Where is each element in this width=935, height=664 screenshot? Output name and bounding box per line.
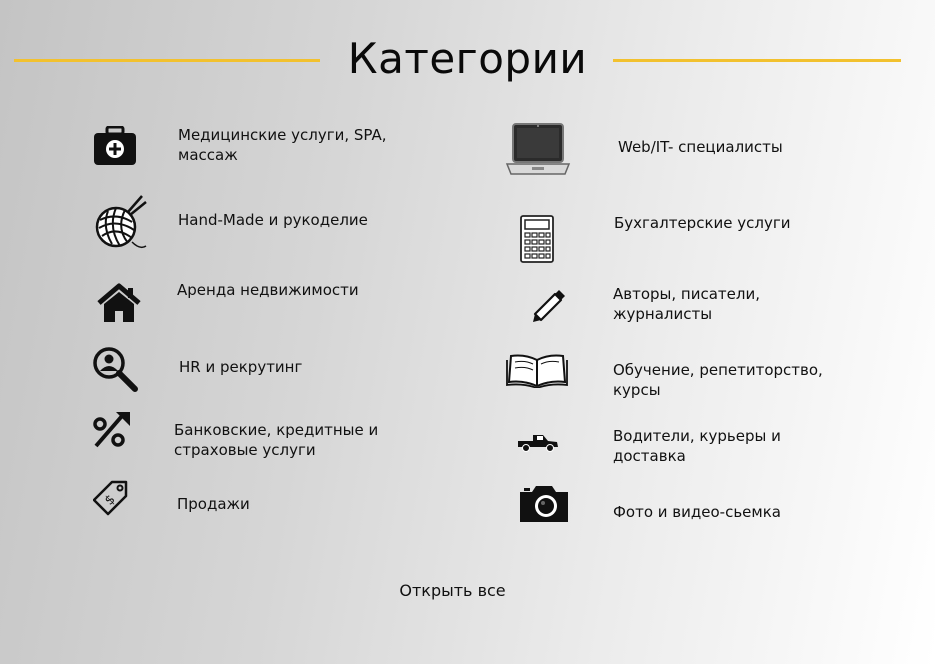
pencil-icon — [531, 288, 567, 324]
category-label-education: Обучение, репетиторство, курсы — [613, 361, 823, 399]
recruit-search-icon — [92, 346, 140, 394]
laptop-icon — [505, 122, 571, 178]
percent-growth-icon — [92, 410, 132, 450]
price-tag-icon — [93, 480, 129, 516]
medical-kit-icon — [93, 126, 137, 166]
category-label-banking: Банковские, кредитные и страховые услуги — [174, 421, 379, 459]
category-label-medical: Медицинские услуги, SPA, массаж — [178, 126, 387, 164]
category-medical[interactable] — [90, 122, 410, 170]
category-label-real-estate: Аренда недвижимости — [177, 281, 359, 299]
category-label-hr: HR и рекрутинг — [179, 358, 303, 376]
house-icon — [96, 283, 142, 323]
category-label-sales: Продажи — [177, 495, 250, 513]
category-label-handmade: Hand-Made и рукоделие — [178, 211, 368, 229]
category-sales[interactable] — [90, 480, 410, 520]
category-drivers[interactable] — [503, 424, 823, 468]
category-label-drivers: Водители, курьеры и доставка — [613, 427, 781, 465]
open-all-link[interactable]: Открыть все — [399, 581, 506, 600]
category-hr[interactable] — [90, 344, 410, 394]
category-real-estate[interactable] — [90, 280, 410, 324]
category-authors[interactable] — [503, 284, 823, 328]
svg-text:$: $ — [102, 492, 119, 509]
category-education[interactable] — [503, 350, 843, 402]
camera-icon — [518, 484, 570, 524]
open-book-icon — [505, 352, 569, 388]
category-web-it[interactable] — [503, 120, 823, 180]
page-title: Категории — [347, 34, 588, 83]
category-accounting[interactable] — [503, 212, 823, 266]
category-label-authors: Авторы, писатели, журналисты — [613, 285, 760, 323]
category-label-photo-video: Фото и видео-сьемка — [613, 503, 781, 521]
category-label-accounting: Бухгалтерские услуги — [614, 214, 791, 232]
category-banking[interactable] — [90, 410, 410, 460]
category-label-web-it: Web/IT- специалисты — [618, 138, 783, 156]
yarn-ball-icon — [94, 194, 148, 252]
calculator-icon — [519, 214, 555, 264]
category-photo-video[interactable] — [503, 484, 823, 524]
pickup-truck-icon — [517, 432, 559, 454]
category-handmade[interactable] — [90, 194, 410, 252]
